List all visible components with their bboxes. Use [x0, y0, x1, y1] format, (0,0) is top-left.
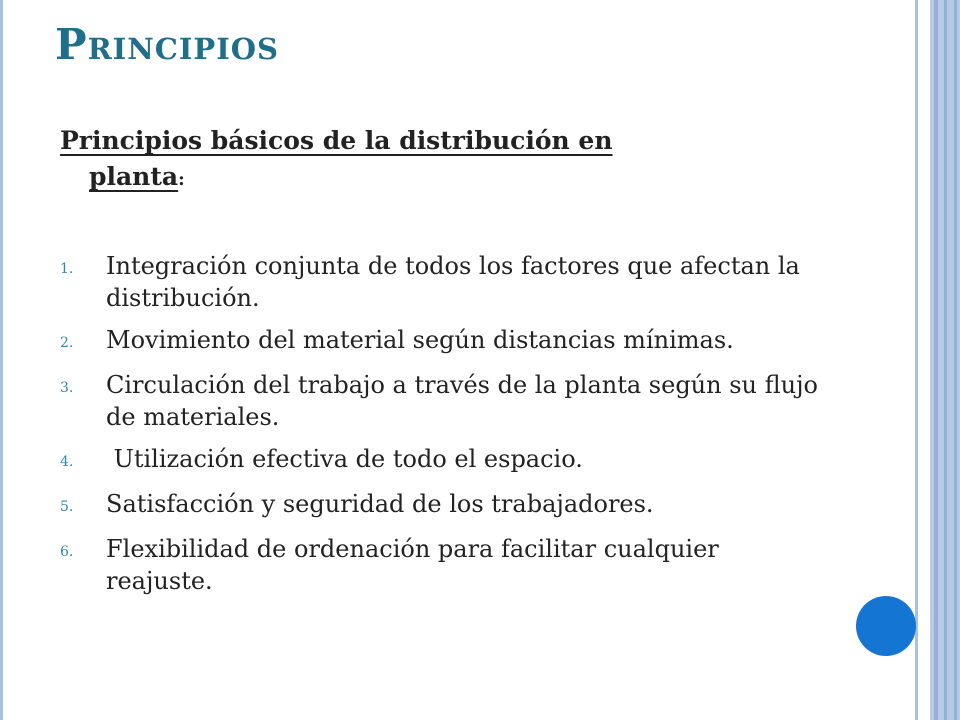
item-number: 2.: [60, 335, 74, 351]
item-number: 4.: [60, 454, 74, 470]
list-item: [60, 533, 820, 597]
slide-subtitle: [60, 123, 790, 198]
slide-title: Principios: [55, 20, 279, 69]
list-item: [60, 443, 820, 478]
item-text: Circulación del trabajo a través de la planta según su flujo de materiales.: [106, 371, 818, 431]
right-decorative-band: [930, 0, 960, 720]
list-item: [60, 488, 820, 523]
left-frame-line: [0, 0, 3, 720]
item-number: 3.: [60, 380, 74, 396]
band-stripe: [934, 0, 938, 720]
item-text: Movimiento del material según distancias mínimas.: [106, 326, 734, 354]
item-text: Utilización efectiva de todo el espacio.: [106, 445, 583, 473]
list-item: [60, 369, 820, 433]
band-stripe: [944, 0, 947, 720]
item-text: Integración conjunta de todos los factores que afectan la distribución.: [106, 252, 800, 312]
principles-list: [60, 250, 820, 607]
item-number: 6.: [60, 544, 74, 560]
item-text: Flexibilidad de ordenación para facilitar cualquier reajuste.: [106, 535, 719, 595]
right-frame-line: [915, 0, 918, 720]
item-number: 1.: [60, 261, 74, 277]
item-number: 5.: [60, 499, 74, 515]
subtitle-line-2: planta: [89, 162, 179, 191]
accent-circle: [856, 596, 916, 656]
list-item: [60, 250, 820, 314]
band-stripe: [954, 0, 957, 720]
item-text: Satisfacción y seguridad de los trabajadores.: [106, 490, 654, 518]
subtitle-colon: :: [178, 169, 185, 190]
subtitle-line-1: Principios básicos de la distribución en: [60, 126, 613, 155]
list-item: [60, 324, 820, 359]
